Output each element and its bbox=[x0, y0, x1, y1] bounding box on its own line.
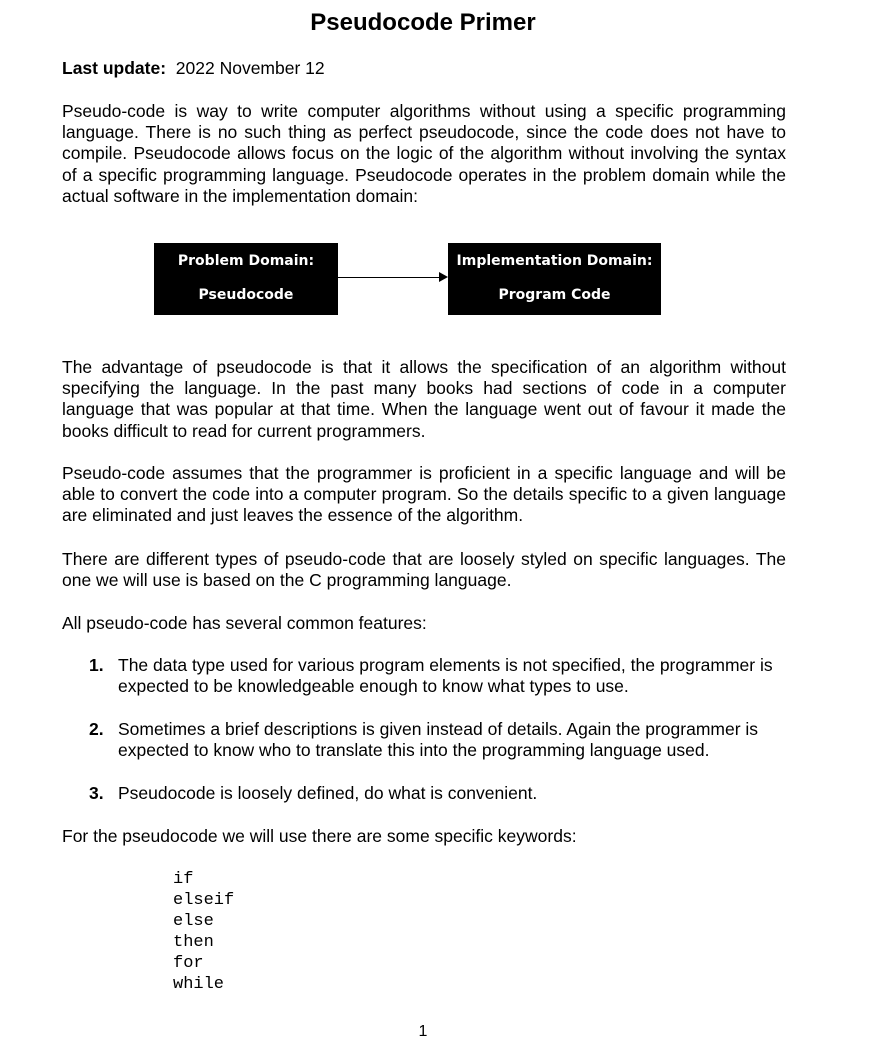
keyword-then: then bbox=[173, 933, 214, 952]
keyword-while: while bbox=[173, 975, 225, 994]
list-item-text: The data type used for various program elements is not specified, the programmer is expected to be knowledgeable enough to know what types to use. bbox=[118, 655, 773, 697]
assumes-paragraph: Pseudo-code assumes that the programmer is proficient in a specific language and will be able to convert the code into a computer program. So the details specific to a given language are eliminated and just leaves the essence of the algorithm. bbox=[62, 463, 786, 526]
list-item-number: 1. bbox=[89, 655, 104, 675]
keywords-list bbox=[173, 869, 234, 995]
intro-paragraph: Pseudo-code is way to write computer algorithms without using a specific programming language. There is no such thing as perfect pseudocode, since the code does not have to compile. Pseudocode allows focus on the logic of the algorithm without involving the syntax of a specific programming language. Pseudocode operates in the problem domain while the actual software in the implementation domain: bbox=[62, 101, 786, 206]
problem-domain-value: Pseudocode bbox=[198, 287, 294, 303]
domain-arrow-head-icon bbox=[439, 272, 448, 282]
last-update-label: Last update: bbox=[62, 58, 167, 78]
implementation-domain-label: Implementation Domain: bbox=[456, 253, 653, 269]
features-intro: All pseudo-code has several common features: bbox=[62, 613, 427, 633]
last-update bbox=[62, 58, 786, 79]
last-update-value: 2022 November 12 bbox=[175, 58, 325, 78]
types-paragraph: There are different types of pseudo-code that are loosely styled on specific languages. The one we will use is based on the C programming language. bbox=[62, 549, 786, 591]
keyword-for: for bbox=[173, 954, 204, 973]
list-item-number: 3. bbox=[89, 783, 104, 803]
problem-domain-label: Problem Domain: bbox=[177, 253, 315, 269]
keyword-if: if bbox=[173, 870, 194, 889]
page-number: 1 bbox=[418, 1023, 428, 1040]
implementation-domain-value: Program Code bbox=[498, 287, 611, 303]
problem-domain-box bbox=[154, 243, 338, 315]
list-item-number: 2. bbox=[89, 719, 104, 739]
list-item-text: Sometimes a brief descriptions is given instead of details. Again the programmer is expected to know who to translate this into the programming language used. bbox=[118, 719, 759, 761]
keywords-intro: For the pseudocode we will use there are some specific keywords: bbox=[62, 826, 577, 846]
advantage-paragraph: The advantage of pseudocode is that it allows the specification of an algorithm without specifying the language. In the past many books had sections of code in a computer language that was popular at that time. When the language went out of favour it made the books difficult to read for current programmers. bbox=[62, 357, 786, 441]
implementation-domain-box bbox=[448, 243, 661, 315]
domain-arrow bbox=[337, 277, 441, 278]
list-item-text: Pseudocode is loosely defined, do what is convenient. bbox=[118, 783, 538, 803]
page-title: Pseudocode Primer bbox=[310, 9, 536, 36]
keyword-else: else bbox=[173, 912, 214, 931]
keyword-elseif: elseif bbox=[173, 891, 235, 910]
